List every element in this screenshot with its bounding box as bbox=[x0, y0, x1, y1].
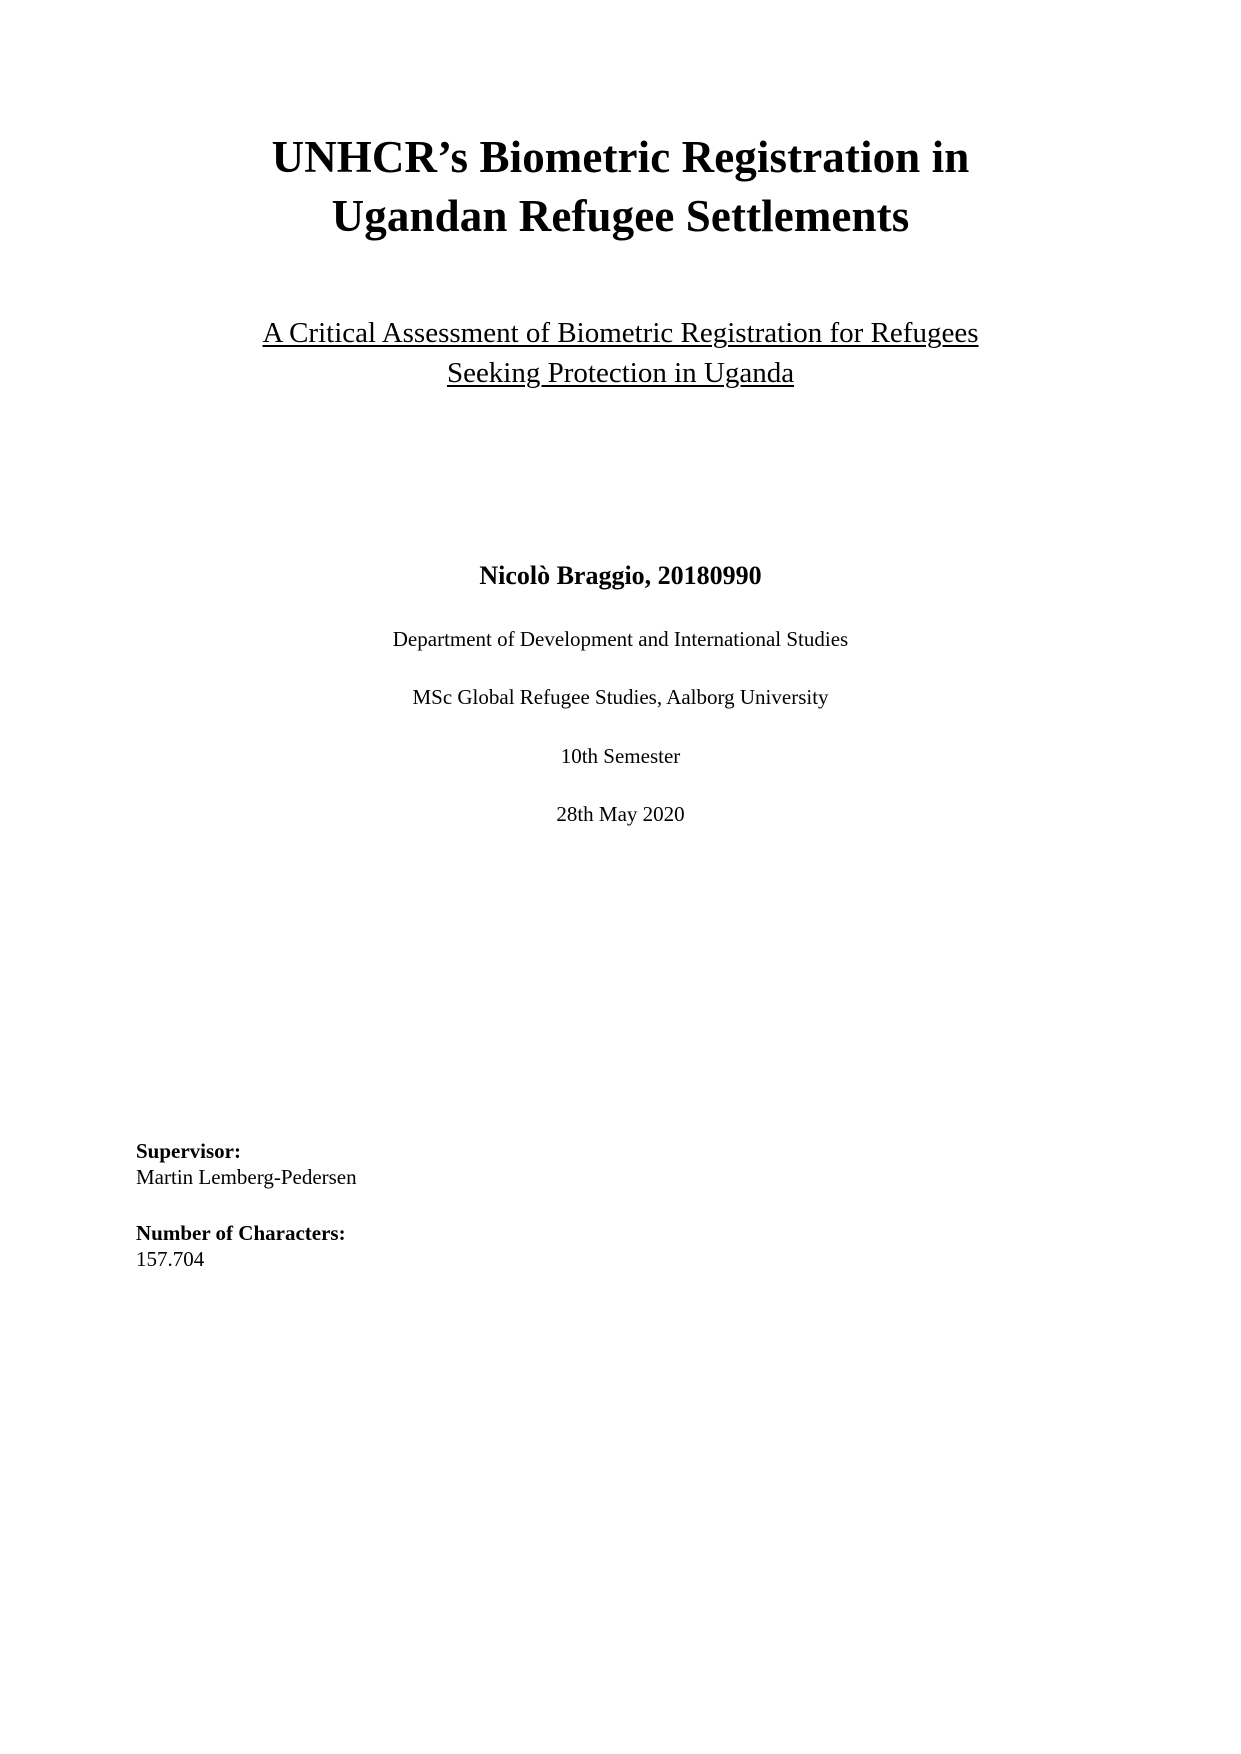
supervisor-label: Supervisor: bbox=[136, 1139, 241, 1163]
character-count-label: Number of Characters: bbox=[136, 1221, 346, 1246]
page-title-line-1: UNHCR’s Biometric Registration in bbox=[271, 132, 970, 182]
page-subtitle-line-2-wrap bbox=[140, 354, 1101, 394]
page-title-line-2: Ugandan Refugee Settlements bbox=[331, 191, 910, 242]
author-programme: MSc Global Refugee Studies, Aalborg University bbox=[412, 685, 829, 710]
meta-block bbox=[136, 1138, 357, 1272]
author-department: Department of Development and International Studies bbox=[392, 627, 849, 652]
submission-date: 28th May 2020 bbox=[556, 801, 685, 826]
page-subtitle-line-1-wrap bbox=[140, 314, 1101, 354]
page-subtitle-line-2: Seeking Protection in Uganda bbox=[446, 356, 795, 389]
subtitle-block bbox=[0, 314, 1241, 393]
page-subtitle bbox=[0, 314, 1241, 393]
page-subtitle-line-1: A Critical Assessment of Biometric Registration for Refugees bbox=[262, 317, 979, 349]
character-count-value: 157.704 bbox=[136, 1247, 205, 1272]
author-block bbox=[0, 560, 1241, 827]
supervisor-name: Martin Lemberg-Pedersen bbox=[136, 1165, 357, 1190]
title-block bbox=[0, 128, 1241, 247]
author-name-and-id: Nicolò Braggio, 20180990 bbox=[479, 561, 762, 590]
author-semester: 10th Semester bbox=[560, 743, 681, 768]
supervisor-group bbox=[136, 1138, 357, 1190]
character-count-group bbox=[136, 1220, 357, 1272]
page-title bbox=[0, 128, 1241, 247]
